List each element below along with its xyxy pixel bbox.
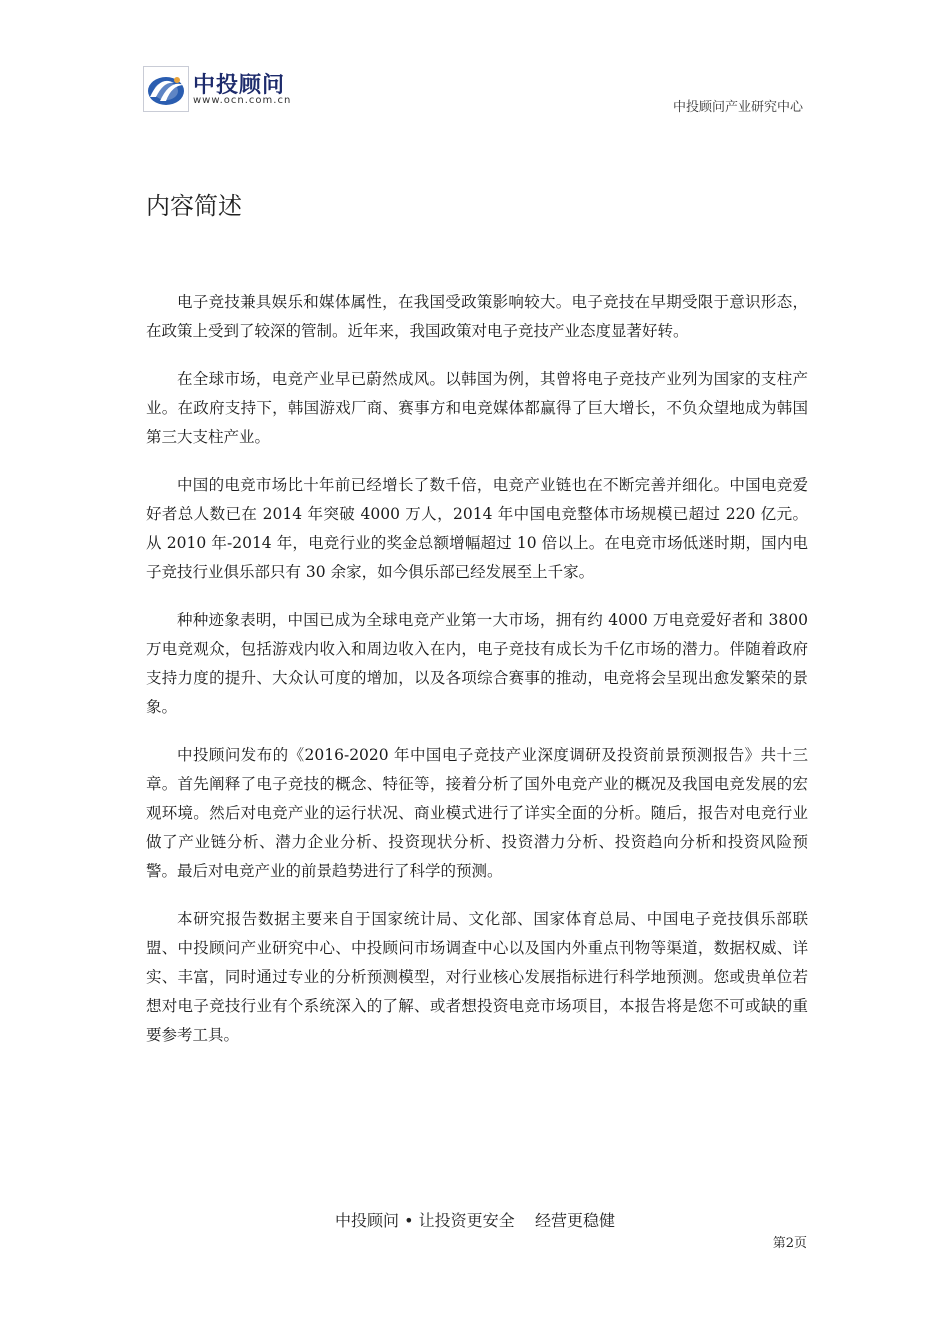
footer-slogan: 中投顾问 • 让投资更安全 经营更稳健 bbox=[335, 1211, 615, 1230]
logo-wordmark: 中投顾问 bbox=[193, 73, 286, 98]
paragraph: 本研究报告数据主要来自于国家统计局、文化部、国家体育总局、中国电子竞技俱乐部联盟、中投顾问产业研究中心、中投顾问市场调查中心以及国内外重点刊物等渠道，数据权威、详实、丰富，同时通过专业的分析预测模型，对行业核心发展指标进行科学地预测。您或贵单位若想对电子竞技行业有个系统深入的了解、或者想投资电竞市场项目，本报告将是您不可或缺的重要参考工具。 bbox=[146, 910, 808, 1044]
paragraph: 中投顾问发布的《2016-2020 年中国电子竞技产业深度调研及投资前景预测报告》共十三章。首先阐释了电子竞技的概念、特征等，接着分析了国外电竞产业的概况及我国电竞发展的宏观环境。然后对电竞产业的运行状况、商业模式进行了详实全面的分析。随后，报告对电竞行业做了产业链分析、潜力企业分析、投资现状分析、投资潜力分析、投资趋向分析和投资风险预警。最后对电竞产业的前景趋势进行了科学的预测。 bbox=[146, 746, 808, 880]
header-org-name: 中投顾问产业研究中心 bbox=[672, 100, 803, 115]
company-logo bbox=[143, 66, 295, 112]
paragraph: 电子竞技兼具娱乐和媒体属性，在我国受政策影响较大。电子竞技在早期受限于意识形态，在政策上受到了较深的管制。近年来，我国政策对电子竞技产业态度显著好转。 bbox=[146, 293, 808, 340]
paragraph: 种种迹象表明，中国已成为全球电竞产业第一大市场，拥有约 4000 万电竞爱好者和 3800 万电竞观众，包括游戏内收入和周边收入在内，电子竞技有成长为千亿市场的潜力。伴随着政府支持力度的提升、大众认可度的增加，以及各项综合赛事的推动，电竞将会呈现出愈发繁荣的景象。 bbox=[146, 611, 808, 716]
body-text bbox=[146, 288, 808, 1069]
logo-emblem-icon bbox=[143, 66, 189, 112]
page-number: 第2页 bbox=[772, 1236, 807, 1251]
paragraph: 中国的电竞市场比十年前已经增长了数千倍，电竞产业链也在不断完善并细化。中国电竞爱好者总人数已在 2014 年突破 4000 万人，2014 年中国电竞整体市场规模已超过 220 亿元。从 2010 年-2014 年，电竞行业的奖金总额增幅超过 10 倍以上。在电竞市场低迷时期，国内电子竞技行业俱乐部只有 30 余家，如今俱乐部已经发展至上千家。 bbox=[146, 476, 808, 581]
section-title: 内容简述 bbox=[146, 192, 242, 220]
paragraph: 在全球市场，电竞产业早已蔚然成风。以韩国为例，其曾将电子竞技产业列为国家的支柱产业。在政府支持下，韩国游戏厂商、赛事方和电竞媒体都赢得了巨大增长，不负众望地成为韩国第三大支柱产业。 bbox=[146, 370, 808, 446]
logo-url: www.ocn.com.cn bbox=[193, 95, 292, 106]
